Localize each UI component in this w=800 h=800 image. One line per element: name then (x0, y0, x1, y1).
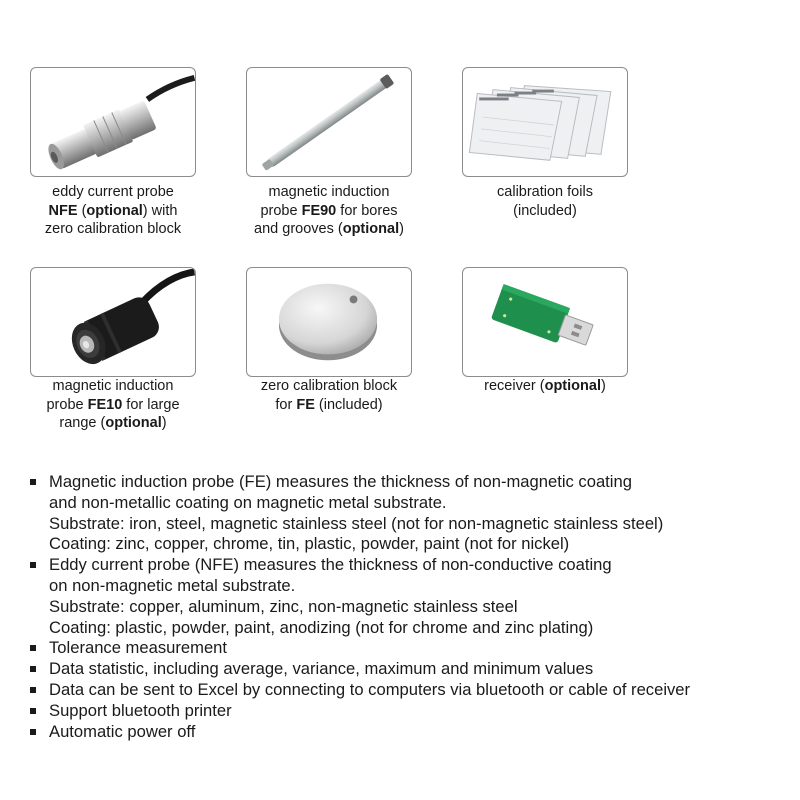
caption-bold-text: FE90 (301, 202, 337, 219)
caption-bold-text: FE10 (87, 396, 123, 413)
fe-zero-block-card (246, 267, 412, 377)
feature-line: Coating: zinc, copper, chrome, tin, plastic, powder, paint (not for nickel) (49, 534, 570, 554)
caption-line (440, 183, 650, 202)
caption-text: ( (77, 202, 87, 219)
caption-line (440, 377, 650, 396)
caption-text: range ( (59, 415, 106, 431)
eddy-current-probe-photo (31, 68, 195, 176)
calibration-foils-card (462, 67, 628, 177)
caption-text: calibration foils (497, 184, 593, 200)
feature-line: Tolerance measurement (49, 638, 228, 658)
caption-bold-text: optional (86, 202, 143, 219)
caption-text: ) with (142, 202, 178, 219)
caption-bold-text: optional (105, 415, 162, 431)
caption-text: for bores (336, 202, 398, 219)
nfe-probe-card (30, 67, 196, 177)
feature-line: on non-magnetic metal substrate. (49, 575, 296, 595)
caption-line (8, 396, 218, 415)
feature-item (28, 701, 788, 722)
bullet-icon (30, 645, 36, 651)
fe-zero-block-caption (224, 377, 434, 414)
bullet-icon (30, 729, 36, 735)
caption-line (224, 183, 434, 202)
fe10-probe-photo (31, 268, 195, 376)
caption-line (224, 220, 434, 239)
caption-line (8, 414, 218, 433)
usb-receiver-photo (463, 268, 627, 376)
feature-line: Support bluetooth printer (49, 700, 232, 720)
caption-text: probe (260, 202, 302, 219)
bullet-icon (30, 479, 36, 485)
caption-text: (included) (513, 202, 577, 219)
caption-line (8, 377, 218, 396)
feature-item (28, 555, 788, 638)
caption-text: zero calibration block (260, 378, 398, 394)
caption-text: zero calibration block (44, 221, 182, 237)
fe90-probe-card (246, 67, 412, 177)
receiver-card (462, 267, 628, 377)
bullet-icon (30, 687, 36, 693)
caption-line (224, 396, 434, 415)
calibration-foils-caption (440, 183, 650, 220)
caption-text: for large (122, 396, 180, 413)
bullet-icon (30, 666, 36, 672)
zero-calibration-disc-photo (247, 268, 411, 376)
feature-line: Substrate: copper, aluminum, zinc, non-magnetic stainless steel (49, 596, 518, 616)
caption-text: receiver ( (484, 378, 545, 394)
feature-item (28, 680, 788, 701)
bullet-icon (30, 708, 36, 714)
fe10-probe-card (30, 267, 196, 377)
caption-line (224, 202, 434, 221)
caption-text: eddy current probe (52, 184, 174, 200)
feature-item (28, 659, 788, 680)
caption-text: probe (46, 396, 88, 413)
caption-line (224, 377, 434, 396)
receiver-caption (440, 377, 650, 396)
caption-line (440, 202, 650, 221)
caption-line (8, 220, 218, 239)
caption-bold-text: FE (296, 396, 315, 413)
feature-item (28, 722, 788, 743)
feature-line: Substrate: iron, steel, magnetic stainless steel (not for non-magnetic stainless steel) (49, 513, 664, 533)
feature-line: Data statistic, including average, variance, maximum and minimum values (49, 659, 594, 679)
caption-bold-text: NFE (48, 202, 78, 219)
feature-list (28, 472, 788, 742)
caption-text: for (275, 396, 297, 413)
caption-line (8, 183, 218, 202)
caption-bold-text: optional (342, 221, 400, 237)
fe90-probe-rod-photo (247, 68, 411, 176)
caption-bold-text: optional (544, 378, 601, 394)
caption-text: ) (399, 221, 404, 237)
caption-text: magnetic induction (52, 378, 174, 394)
caption-text: magnetic induction (268, 184, 390, 200)
feature-line: Eddy current probe (NFE) measures the thickness of non-conductive coating (49, 555, 612, 575)
feature-line: Automatic power off (49, 721, 196, 741)
fe90-probe-caption (224, 183, 434, 239)
caption-line (8, 202, 218, 221)
feature-line: Data can be sent to Excel by connecting to computers via bluetooth or cable of receiver (49, 679, 691, 699)
caption-text: ) (161, 415, 167, 431)
caption-text: and grooves ( (254, 221, 343, 237)
feature-line: Coating: plastic, powder, paint, anodizing (not for chrome and zinc plating) (49, 617, 594, 637)
bullet-icon (30, 562, 36, 568)
nfe-probe-caption (8, 183, 218, 239)
fe10-probe-caption (8, 377, 218, 433)
feature-item (28, 472, 788, 555)
feature-line: Magnetic induction probe (FE) measures the thickness of non-magnetic coating (49, 472, 632, 491)
caption-text: (included) (314, 396, 383, 413)
calibration-foils-photo (463, 68, 627, 176)
caption-text: ) (600, 378, 606, 394)
feature-line: and non-metallic coating on magnetic metal substrate. (49, 492, 447, 512)
feature-item (28, 638, 788, 659)
